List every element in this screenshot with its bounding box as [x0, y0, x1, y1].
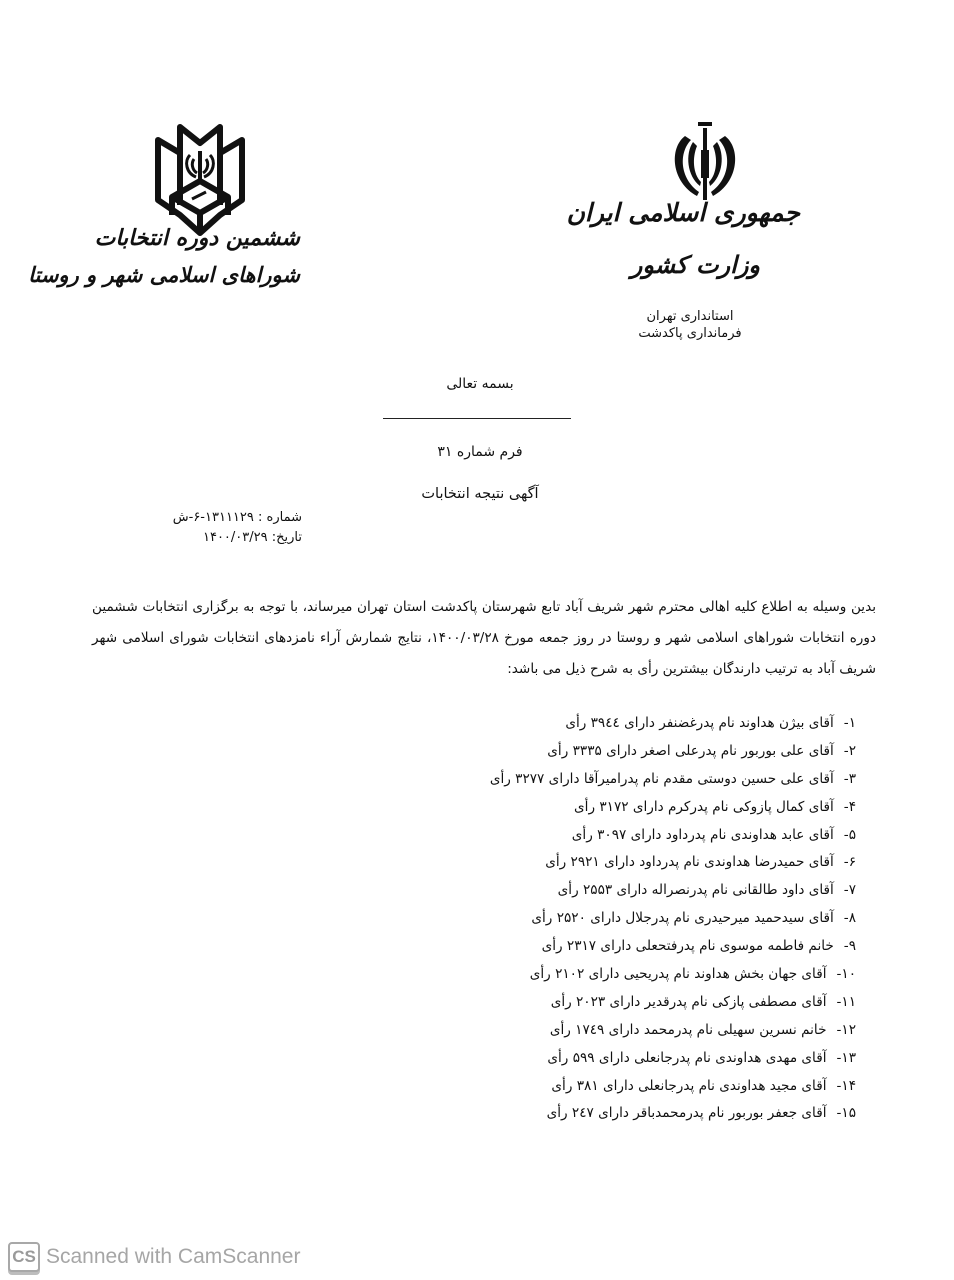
result-item: [440, 710, 856, 738]
result-text: آقای مصطفی پازکی نام پدرقدیر دارای ۲۰۲۳ رأی: [550, 993, 827, 1010]
result-number: ۶-: [843, 854, 856, 871]
result-number: ۱۳-: [836, 1049, 856, 1066]
document-number: شماره : ۱۳۱۱۱۲۹-۶-ش: [172, 510, 302, 525]
result-item: [440, 794, 856, 822]
document-title: آگهی نتیجه انتخابات: [421, 486, 539, 502]
result-text: آقای کمال پازوکی نام پدرکرم دارای ۳۱۷۲ رأی: [574, 798, 834, 815]
announcement-paragraph: بدین وسیله به اطلاع کلیه اهالی محترم شهر شریف آباد تابع شهرستان پاکدشت استان تهران میرساند، با توجه به برگزاری انتخابات ششمین دوره انتخابات شوراهای اسلامی شهر و روستا در روز جمعه مورخ ۱۴۰۰/۰۳/۲۸، نتایج شمارش آراء نامزدهای انتخابات شورای اسلامی شهر شریف آباد به ترتیب دارندگان بیشترین رأی به شرح ذیل می باشد:: [92, 599, 876, 677]
result-number: ۱-: [843, 715, 856, 731]
office-line2: فرمانداری پاکدشت: [638, 326, 742, 341]
result-item: [440, 989, 856, 1017]
result-text: آقای سیدحمید میرحیدری نام پدرجلال دارای ۲۵۲۰ رأی: [531, 910, 834, 927]
iran-title-line1: جمهوری اسلامی ایران: [566, 198, 800, 227]
result-text: خانم فاطمه موسوی نام پدرفتحعلی دارای ۲۳۱۷ رأی: [541, 938, 834, 955]
results-list: [440, 710, 856, 1128]
divider: [383, 418, 571, 419]
result-text: آقای علی بوربور نام پدرعلی اصغر دارای ۳۳۳۵ رأی: [547, 742, 834, 759]
result-number: ۷-: [843, 882, 856, 899]
election-title-line1: ششمین دوره انتخابات: [94, 225, 300, 251]
result-item: [440, 822, 856, 850]
result-text: آقای مجید هداوندی نام پدرجانعلی دارای ۳۸۱ رأی: [551, 1077, 827, 1094]
result-number: ۱۲-: [836, 1021, 856, 1038]
document-meta: [150, 508, 302, 548]
result-text: آقای علی حسین دوستی مقدم نام پدرامیرآقا دارای ۳۲۷۷ رأی: [489, 770, 834, 787]
result-text: آقای بیژن هداوند نام پدرغضنفر دارای ۳۹٤٤ رأی: [565, 715, 834, 731]
result-number: ۱۰-: [836, 966, 856, 983]
result-item: [440, 849, 856, 877]
result-item: [440, 738, 856, 766]
office-block: [610, 308, 770, 342]
result-item: [440, 961, 856, 989]
election-ballot-emblem-icon: [150, 115, 250, 240]
result-item: [440, 1045, 856, 1073]
result-text: آقای جهان بخش هداوند نام پدریحیی دارای ۲۱۰۲ رأی: [529, 966, 827, 983]
result-number: ۳-: [843, 770, 856, 787]
result-number: ۴-: [843, 798, 856, 815]
iran-emblem-icon: [665, 120, 745, 205]
election-title-line2: شوراهای اسلامی شهر و روستا: [28, 262, 300, 287]
document-date: تاریخ: ۱۴۰۰/۰۳/۲۹: [202, 530, 302, 545]
form-number: فرم شماره ۳۱: [437, 444, 523, 460]
result-number: ۱۴-: [836, 1077, 856, 1094]
result-text: آقای داود طالقانی نام پدرنصراله دارای ۲۵۵۳ رأی: [557, 882, 834, 899]
result-item: [440, 905, 856, 933]
watermark-text: Scanned with CamScanner: [46, 1245, 301, 1268]
invocation: بسمه تعالی: [446, 376, 514, 392]
result-text: آقای جعفر بوربور نام پدرمحمدباقر دارای ۲٤۷ رأی: [546, 1105, 827, 1122]
result-text: آقای مهدی هداوندی نام پدرجانعلی دارای ۵۹۹ رأی: [547, 1049, 827, 1066]
result-item: [440, 933, 856, 961]
result-text: آقای عابد هداوندی نام پدرداود دارای ۳۰۹۷ رأی: [571, 826, 834, 843]
camscanner-logo-icon: CS: [8, 1242, 40, 1272]
result-item: [440, 1100, 856, 1128]
result-item: [440, 1017, 856, 1045]
result-number: ۵-: [843, 826, 856, 843]
result-number: ۱۱-: [836, 993, 856, 1010]
result-item: [440, 1073, 856, 1101]
result-item: [440, 766, 856, 794]
office-line1: استانداری تهران: [646, 309, 734, 324]
result-number: ۹-: [843, 938, 856, 955]
result-text: خانم نسرین سهیلی نام پدرمحمد دارای ۱۷٤۹ رأی: [549, 1021, 827, 1038]
result-text: آقای حمیدرضا هداوندی نام پدرداود دارای ۲۹۲۱ رأی: [545, 854, 834, 871]
camscanner-watermark: [8, 1240, 300, 1274]
result-item: [440, 877, 856, 905]
ministry-title: وزارت کشور: [630, 250, 760, 279]
result-number: ۱۵-: [836, 1105, 856, 1122]
result-number: ۸-: [843, 910, 856, 927]
result-number: ۲-: [843, 742, 856, 759]
